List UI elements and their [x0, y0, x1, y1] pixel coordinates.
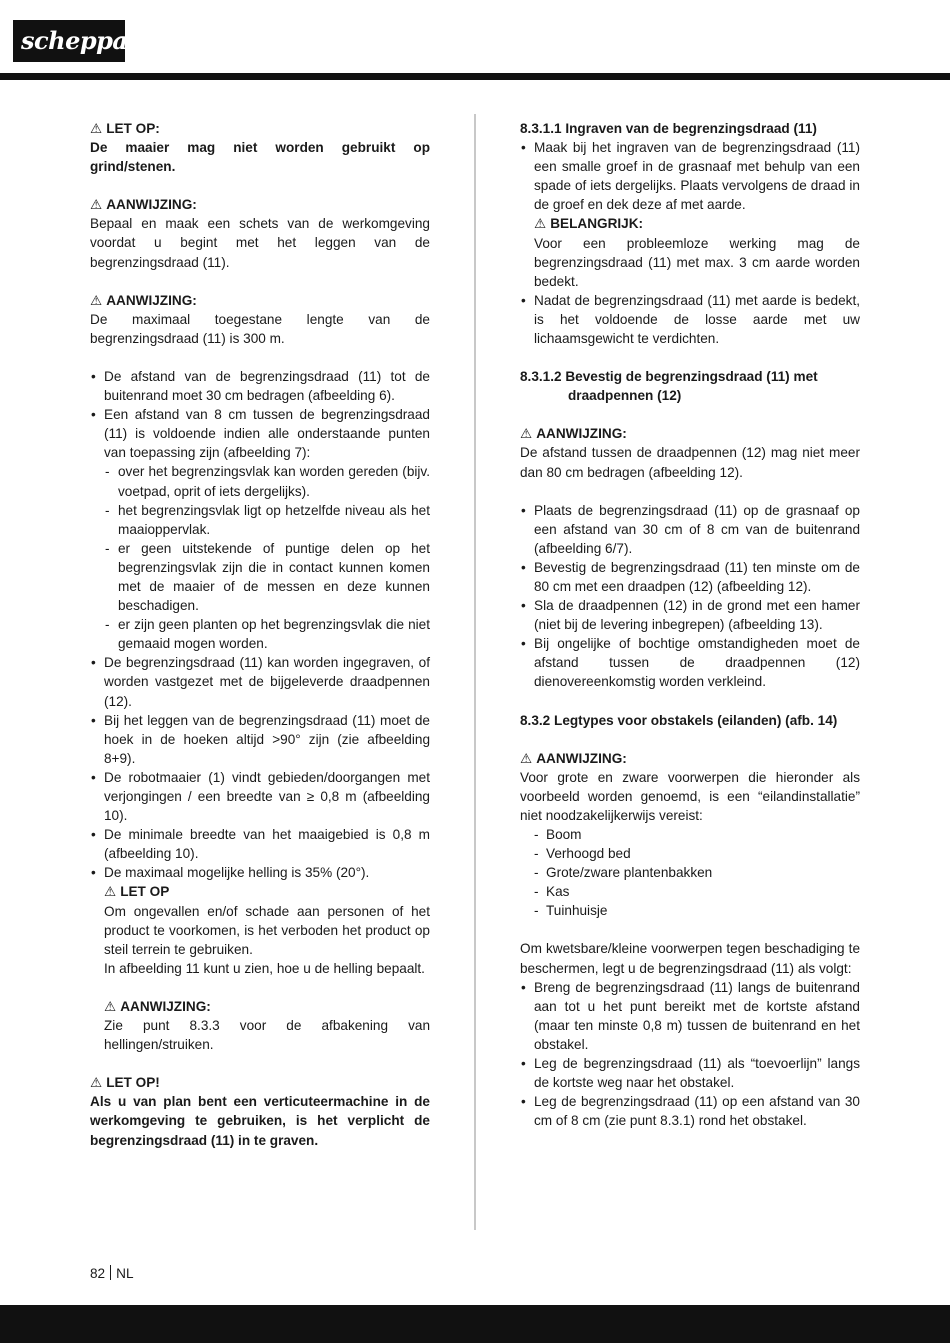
warning-triangle-icon: ⚠	[90, 292, 103, 308]
list-item: - Grote/zware plantenbakken	[534, 865, 713, 881]
note-heading: ⚠ AANWIJZING:	[104, 997, 430, 1016]
warning-triangle-icon: ⚠	[90, 197, 103, 213]
list-item: • De maximaal mogelijke helling is 35% (20°). ⚠ LET OP Om ongevallen en/of schade aan personen of het product te voorkomen, is het verboden het product op steil terrein te gebruiken. In afbeelding 11 kunt u zien, hoe u de helling bepaalt.	[90, 863, 430, 978]
list-item: • De afstand van de begrenzingsdraad (11) tot de buitenrand moet 30 cm bedragen (afbeelding 6).	[91, 368, 430, 404]
section-heading-continued: draadpennen (12)	[568, 388, 682, 404]
list-item: - Verhoogd bed	[534, 846, 631, 862]
list-item: - er zijn geen planten op het begrenzingsvlak die niet gemaaid mogen worden.	[105, 617, 430, 652]
warning-heading: ⚠ LET OP!	[90, 1073, 430, 1092]
section-heading: 8.3.1.1 Ingraven van de begrenzingsdraad (11)	[520, 121, 817, 136]
list-item: • Een afstand van 8 cm tussen de begrenzingsdraad (11) is voldoende indien alle onderstaande punten van toepassing zijn (afbeelding 7): - over het begrenzingsvlak kan worden gereden (bijv. voetpad, oprit of iets dergelijks). - het begrenzingsvlak ligt op hetzelfde niveau als het maaioppervlak. - er geen uitstekende of puntige delen op het begrenzingsvlak zijn die in contact kunnen komen met de maaier of de messen en deze kunnen beschadigen. - er zijn geen planten op het begrenzingsvlak die niet gemaaid mogen worden.	[90, 405, 430, 653]
list-item: • Leg de begrenzingsdraad (11) op een afstand van 30 cm of 8 cm (zie punt 8.3.1) rond het obstakel.	[521, 1094, 860, 1129]
warning-triangle-icon: ⚠	[534, 216, 547, 232]
bullet-list	[520, 501, 860, 692]
warning-triangle-icon: ⚠	[104, 998, 117, 1014]
list-item: - het begrenzingsvlak ligt op hetzelfde niveau als het maaioppervlak.	[105, 502, 430, 537]
list-item: - Tuinhuisje	[534, 903, 608, 919]
note-text: De afstand tussen de draadpennen (12) mag niet meer dan 80 cm bedragen (afbeelding 12).	[520, 445, 860, 480]
note-heading: ⚠ AANWIJZING:	[520, 424, 860, 443]
warning-heading: ⚠ LET OP:	[90, 119, 430, 138]
list-item: • Plaats de begrenzingsdraad (11) op de grasnaaf op een afstand van 30 cm of 8 cm van de buitenrand (afbeelding 6/7).	[521, 502, 860, 556]
list-item: • Leg de begrenzingsdraad (11) als “toevoerlijn” langs de kortste weg naar het obstakel.	[521, 1056, 860, 1091]
page-footer	[90, 1264, 134, 1283]
note-text: De maximaal toegestane lengte van de begrenzingsdraad (11) is 300 m.	[90, 311, 430, 346]
list-item: • Bij ongelijke of bochtige omstandigheden moet de afstand tussen de draadpennen (12) dienovereenkomstig worden verkleind.	[521, 636, 860, 690]
important-text: Voor een probleemloze werking mag de begrenzingsdraad (11) met max. 3 cm aarde worden bedekt.	[534, 235, 860, 289]
warning-text: In afbeelding 11 kunt u zien, hoe u de helling bepaalt.	[104, 960, 425, 976]
list-item: • Maak bij het ingraven van de begrenzingsdraad (11) een smalle groef in de grasnaaf met behulp van een spade of iets dergelijks. Plaats vervolgens de draad in de groef en dek deze af met aarde. ⚠ BELANGRIJK: Voor een probleemloze werking mag de begrenzingsdraad (11) met max. 3 cm aarde worden bedekt.	[520, 138, 860, 291]
section-heading: 8.3.2 Legtypes voor obstakels (eilanden) (afb. 14)	[520, 712, 838, 728]
bullet-list	[520, 978, 860, 1131]
column-divider	[474, 114, 476, 1230]
note-text: Voor grote en zware voorwerpen die hieronder als voorbeeld worden genoemd, is een “eilandinstallatie” niet noodzakelijkerwijs vereist:	[520, 769, 860, 823]
warning-triangle-icon: ⚠	[104, 884, 117, 900]
list-item: • De robotmaaier (1) vindt gebieden/doorgangen met verjongingen / een breedte van ≥ 0,8 m (afbeelding 10).	[91, 769, 430, 824]
warning-heading: ⚠ LET OP	[104, 882, 430, 901]
obstacle-list	[520, 825, 860, 920]
language-code: NL	[116, 1266, 134, 1281]
note-heading: ⚠ AANWIJZING:	[520, 749, 860, 768]
sub-list	[104, 462, 430, 653]
warning-text: De maaier mag niet worden gebruikt op grind/stenen.	[90, 140, 430, 175]
warning-text: Als u van plan bent een verticuteermachine in de werkomgeving te gebruiken, is het verplicht de begrenzingsdraad (11) in te graven.	[90, 1094, 430, 1148]
list-item: - Kas	[534, 884, 570, 900]
important-heading: ⚠ BELANGRIJK:	[534, 214, 860, 233]
note-heading: ⚠ AANWIJZING:	[90, 195, 430, 214]
note-heading: ⚠ AANWIJZING:	[90, 291, 430, 310]
note-text: Bepaal en maak een schets van de werkomgeving voordat u begint met het leggen van de begrenzingsdraad (11).	[90, 216, 430, 270]
list-item: - over het begrenzingsvlak kan worden gereden (bijv. voetpad, oprit of iets dergelijks).	[105, 464, 430, 499]
note-text: Zie punt 8.3.3 voor de afbakening van hellingen/struiken.	[104, 1018, 430, 1053]
list-item: - er geen uitstekende of puntige delen op het begrenzingsvlak zijn die in contact kunnen komen met de maaier of de messen en deze kunnen beschadigen.	[105, 540, 430, 614]
scheppach-logo	[13, 20, 159, 62]
list-item: • De minimale breedte van het maaigebied is 0,8 m (afbeelding 10).	[91, 827, 430, 862]
bullet-list	[520, 138, 860, 348]
list-item: • De begrenzingsdraad (11) kan worden ingegraven, of worden vastgezet met de bijgeleverde draadpennen (12).	[91, 655, 430, 709]
warning-triangle-icon: ⚠	[520, 426, 533, 442]
note-block	[90, 997, 430, 1054]
warning-triangle-icon: ⚠	[520, 750, 533, 766]
bullet-list	[90, 367, 430, 978]
left-column	[90, 119, 430, 1150]
list-item: • Bij het leggen van de begrenzingsdraad (11) moet de hoek in de hoeken altijd >90° zijn (zie afbeelding 8+9).	[91, 712, 430, 766]
list-item: • Sla de draadpennen (12) in de grond met een hamer (niet bij de levering inbegrepen) (afbeelding 13).	[521, 598, 860, 633]
warning-triangle-icon: ⚠	[90, 121, 103, 136]
right-column	[520, 119, 860, 1130]
footer-separator	[110, 1265, 111, 1280]
page-number: 82	[90, 1266, 106, 1281]
paragraph: Om kwetsbare/kleine voorwerpen tegen beschadiging te beschermen, legt u de begrenzingsdraad (11) als volgt:	[520, 941, 860, 976]
footer-bar	[0, 1305, 950, 1343]
list-item: - Boom	[534, 827, 582, 842]
list-item: • Bevestig de begrenzingsdraad (11) ten minste om de 80 cm met een draadpen (12) (afbeelding 12).	[521, 559, 860, 594]
warning-text: Om ongevallen en/of schade aan personen of het product te voorkomen, is het verboden het product op steil terrein te gebruiken.	[104, 903, 430, 957]
header-rule	[0, 73, 950, 80]
section-heading: 8.3.1.2 Bevestig de begrenzingsdraad (11) met	[520, 369, 818, 385]
warning-triangle-icon: ⚠	[90, 1075, 103, 1091]
logo-text: scheppach	[21, 26, 159, 55]
list-item: • Nadat de begrenzingsdraad (11) met aarde is bedekt, is het voldoende de losse aarde met uw lichaamsgewicht te verdichten.	[521, 292, 860, 347]
list-item: • Breng de begrenzingsdraad (11) langs de buitenrand aan tot u het punt bereikt met de kortste afstand (maar ten minste 0,8 m) tussen de buitenrand en het obstakel.	[521, 979, 860, 1052]
